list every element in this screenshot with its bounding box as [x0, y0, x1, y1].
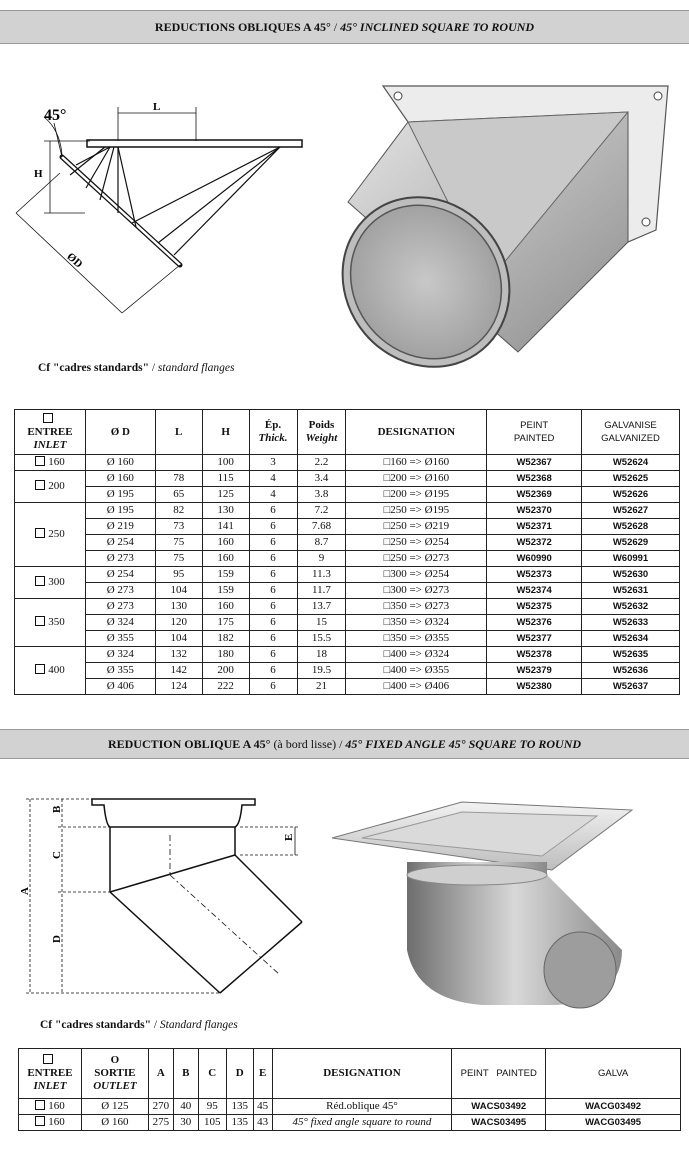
col-l-header: L [155, 410, 202, 455]
inlet-cell [19, 1115, 82, 1131]
col-painted-header: PEINT PAINTED [487, 410, 582, 455]
designation-cell: □300 => Ø273 [346, 583, 487, 599]
weight-cell: 13.7 [297, 599, 346, 615]
l-cell: 78 [155, 471, 202, 487]
painted-code-cell: W52369 [487, 487, 582, 503]
painted-code-cell: W52380 [487, 679, 582, 695]
h-cell: 100 [202, 455, 249, 471]
inlet-value: 200 [48, 480, 65, 492]
galvanized-code-cell: W52628 [582, 519, 680, 535]
table-row [15, 615, 680, 631]
designation-cell: □250 => Ø195 [346, 503, 487, 519]
diagram1-angle-label: 45° [44, 107, 67, 124]
thickness-cell: 6 [249, 535, 297, 551]
table-row [15, 487, 680, 503]
l-cell: 142 [155, 663, 202, 679]
col2-d-header: D [226, 1049, 253, 1099]
weight-cell: 2.2 [297, 455, 346, 471]
h-cell: 180 [202, 647, 249, 663]
diagram2-c-label: C [51, 851, 63, 859]
diagram1-od-label: ØD [64, 250, 85, 271]
inlet-value: 160 [48, 1116, 65, 1128]
table-row [15, 663, 680, 679]
painted-code-cell: W52368 [487, 471, 582, 487]
od-cell: Ø 324 [85, 615, 155, 631]
table-row [15, 583, 680, 599]
section1-title-sep: / [330, 20, 341, 34]
inlet-cell [15, 567, 86, 599]
h-cell: 115 [202, 471, 249, 487]
col-thickness-header: Ép. Thick. [249, 410, 297, 455]
galva-code-cell: WACG03495 [546, 1115, 681, 1131]
od-cell: Ø 355 [85, 631, 155, 647]
inlet-value: 350 [48, 616, 65, 628]
l-cell: 132 [155, 647, 202, 663]
galvanized-code-cell: W52636 [582, 663, 680, 679]
designation-cell: □200 => Ø160 [346, 471, 487, 487]
d-cell: 135 [226, 1115, 253, 1131]
designation-cell: □200 => Ø195 [346, 487, 487, 503]
col-weight-header: Poids Weight [297, 410, 346, 455]
table-row [15, 535, 680, 551]
designation-cell: □400 => Ø324 [346, 647, 487, 663]
galvanized-code-cell: W52624 [582, 455, 680, 471]
col2-e-header: E [253, 1049, 272, 1099]
table-row [15, 455, 680, 471]
painted-code-cell: W52375 [487, 599, 582, 615]
table-row [15, 519, 680, 535]
inlet-cell [19, 1099, 82, 1115]
square-icon [43, 1054, 53, 1064]
diagram2-d-label: D [51, 935, 63, 943]
weight-cell: 18 [297, 647, 346, 663]
weight-cell: 8.7 [297, 535, 346, 551]
section1-title-band [0, 10, 689, 44]
inclined-reduction-diagram [10, 95, 310, 320]
od-cell: Ø 219 [85, 519, 155, 535]
painted-code-cell: W60990 [487, 551, 582, 567]
weight-cell: 15 [297, 615, 346, 631]
designation-cell: □350 => Ø273 [346, 599, 487, 615]
col-galvanized-header: GALVANISE GALVANIZED [582, 410, 680, 455]
thickness-cell: 3 [249, 455, 297, 471]
od-cell: Ø 273 [85, 599, 155, 615]
galvanized-code-cell: W52635 [582, 647, 680, 663]
galvanized-code-cell: W60991 [582, 551, 680, 567]
l-cell: 82 [155, 503, 202, 519]
l-cell [155, 455, 202, 471]
thickness-cell: 6 [249, 663, 297, 679]
painted-code-cell: W52379 [487, 663, 582, 679]
col2-designation-header: DESIGNATION [272, 1049, 452, 1099]
designation-cell: □350 => Ø355 [346, 631, 487, 647]
h-cell: 222 [202, 679, 249, 695]
col-h-header: H [202, 410, 249, 455]
col2-inlet-header: ENTREE INLET [19, 1049, 82, 1099]
inlet-cell [15, 599, 86, 647]
l-cell: 120 [155, 615, 202, 631]
inlet-cell [15, 647, 86, 695]
thickness-cell: 6 [249, 583, 297, 599]
section1-flanges-note [38, 362, 234, 374]
c-cell: 105 [198, 1115, 226, 1131]
designation-cell: 45° fixed angle square to round [272, 1115, 452, 1131]
h-cell: 200 [202, 663, 249, 679]
galvanized-code-cell: W52634 [582, 631, 680, 647]
designation-cell: □250 => Ø273 [346, 551, 487, 567]
weight-cell: 3.4 [297, 471, 346, 487]
painted-code-cell: W52371 [487, 519, 582, 535]
col2-outlet-header: O SORTIE OUTLET [81, 1049, 148, 1099]
section1-cf-sep: / [148, 362, 158, 374]
galvanized-code-cell: W52630 [582, 567, 680, 583]
thickness-cell: 6 [249, 647, 297, 663]
od-cell: Ø 355 [85, 663, 155, 679]
painted-code-cell: W52372 [487, 535, 582, 551]
l-cell: 104 [155, 631, 202, 647]
od-cell: Ø 406 [85, 679, 155, 695]
weight-cell: 7.2 [297, 503, 346, 519]
od-cell: Ø 160 [85, 471, 155, 487]
fixed-angle-reduction-table [18, 1048, 681, 1131]
weight-cell: 11.3 [297, 567, 346, 583]
d-cell: 135 [226, 1099, 253, 1115]
table-row [15, 599, 680, 615]
inlet-cell [15, 455, 86, 471]
section1-title-en: 45° INCLINED SQUARE TO ROUND [340, 20, 535, 34]
section2-title-band [0, 729, 689, 759]
painted-code-cell: WACS03492 [452, 1099, 546, 1115]
galvanized-code-cell: W52625 [582, 471, 680, 487]
table-row [15, 567, 680, 583]
h-cell: 141 [202, 519, 249, 535]
fixed-angle-reduction-photo [322, 800, 642, 1010]
square-icon [35, 576, 45, 586]
thickness-cell: 6 [249, 615, 297, 631]
thickness-cell: 6 [249, 567, 297, 583]
col2-painted-header: PEINT PAINTED [452, 1049, 546, 1099]
section2-cf-en: Standard flanges [159, 1019, 238, 1031]
painted-code-cell: W52367 [487, 455, 582, 471]
section2-flanges-note [40, 1019, 238, 1031]
l-cell: 130 [155, 599, 202, 615]
designation-cell: □250 => Ø219 [346, 519, 487, 535]
section1-cf-en: standard flanges [157, 362, 235, 374]
diagram1-h-label: H [34, 168, 43, 180]
fixed-angle-reduction-diagram [10, 775, 310, 1005]
thickness-cell: 6 [249, 631, 297, 647]
weight-cell: 15.5 [297, 631, 346, 647]
section2-title-fr: REDUCTION OBLIQUE A 45° [107, 737, 271, 751]
od-cell: Ø 195 [85, 503, 155, 519]
galvanized-code-cell: W52627 [582, 503, 680, 519]
inlet-value: 300 [48, 576, 65, 588]
painted-code-cell: W52370 [487, 503, 582, 519]
square-icon [35, 616, 45, 626]
diagram2-e-label: E [283, 833, 295, 841]
weight-cell: 21 [297, 679, 346, 695]
od-cell: Ø 324 [85, 647, 155, 663]
l-cell: 95 [155, 567, 202, 583]
col2-a-header: A [148, 1049, 173, 1099]
a-cell: 270 [148, 1099, 173, 1115]
designation-cell: □400 => Ø355 [346, 663, 487, 679]
l-cell: 65 [155, 487, 202, 503]
square-icon [35, 456, 45, 466]
col-od-header: Ø D [85, 410, 155, 455]
l-cell: 104 [155, 583, 202, 599]
h-cell: 160 [202, 551, 249, 567]
h-cell: 159 [202, 583, 249, 599]
col2-b-header: B [173, 1049, 198, 1099]
galvanized-code-cell: W52626 [582, 487, 680, 503]
thickness-cell: 6 [249, 599, 297, 615]
weight-cell: 11.7 [297, 583, 346, 599]
table-row [15, 471, 680, 487]
designation-cell: □250 => Ø254 [346, 535, 487, 551]
designation-cell: □350 => Ø324 [346, 615, 487, 631]
h-cell: 125 [202, 487, 249, 503]
square-icon [35, 664, 45, 674]
b-cell: 40 [173, 1099, 198, 1115]
galvanized-code-cell: W52629 [582, 535, 680, 551]
od-cell: Ø 160 [85, 455, 155, 471]
l-cell: 75 [155, 535, 202, 551]
inlet-value: 160 [48, 456, 65, 468]
e-cell: 43 [253, 1115, 272, 1131]
galvanized-code-cell: W52632 [582, 599, 680, 615]
table-row [15, 551, 680, 567]
h-cell: 160 [202, 599, 249, 615]
galva-code-cell: WACG03492 [546, 1099, 681, 1115]
table-row [15, 679, 680, 695]
a-cell: 275 [148, 1115, 173, 1131]
square-icon [35, 1116, 45, 1126]
designation-cell: Réd.oblique 45° [272, 1099, 452, 1115]
col-inlet-header: ENTREE INLET [15, 410, 86, 455]
thickness-cell: 4 [249, 471, 297, 487]
galvanized-code-cell: W52633 [582, 615, 680, 631]
painted-code-cell: W52377 [487, 631, 582, 647]
diagram1-l-label: L [153, 101, 161, 113]
h-cell: 160 [202, 535, 249, 551]
weight-cell: 19.5 [297, 663, 346, 679]
inlet-cell [15, 471, 86, 503]
thickness-cell: 4 [249, 487, 297, 503]
table-row [15, 631, 680, 647]
diagram2-b-label: B [51, 805, 63, 813]
col2-c-header: C [198, 1049, 226, 1099]
inclined-reduction-table [14, 409, 680, 695]
outlet-cell: Ø 125 [81, 1099, 148, 1115]
designation-cell: □400 => Ø406 [346, 679, 487, 695]
inlet-cell [15, 503, 86, 567]
square-icon [35, 1100, 45, 1110]
painted-code-cell: W52373 [487, 567, 582, 583]
painted-code-cell: WACS03495 [452, 1115, 546, 1131]
thickness-cell: 6 [249, 679, 297, 695]
galvanized-code-cell: W52631 [582, 583, 680, 599]
weight-cell: 7.68 [297, 519, 346, 535]
table-row [15, 647, 680, 663]
section2-title-mid: (à bord lisse) / [270, 737, 346, 751]
thickness-cell: 6 [249, 551, 297, 567]
inlet-value: 160 [48, 1100, 65, 1112]
inclined-reduction-photo [328, 82, 673, 372]
square-icon [35, 480, 45, 490]
galvanized-code-cell: W52637 [582, 679, 680, 695]
weight-cell: 3.8 [297, 487, 346, 503]
l-cell: 75 [155, 551, 202, 567]
c-cell: 95 [198, 1099, 226, 1115]
square-icon [35, 528, 45, 538]
table-row [15, 503, 680, 519]
painted-code-cell: W52376 [487, 615, 582, 631]
h-cell: 159 [202, 567, 249, 583]
section2-cf-sep: / [150, 1019, 160, 1031]
h-cell: 182 [202, 631, 249, 647]
inlet-value: 400 [48, 664, 65, 676]
section1-title-fr: REDUCTIONS OBLIQUES A 45° [154, 20, 331, 34]
thickness-cell: 6 [249, 503, 297, 519]
col2-galva-header: GALVA [546, 1049, 681, 1099]
h-cell: 175 [202, 615, 249, 631]
b-cell: 30 [173, 1115, 198, 1131]
section2-cf-fr: Cf "cadres standards" [40, 1019, 151, 1031]
section2-title-en: 45° FIXED ANGLE 45° SQUARE TO ROUND [345, 737, 582, 751]
e-cell: 45 [253, 1099, 272, 1115]
table-row [19, 1099, 681, 1115]
diagram2-a-label: A [19, 887, 31, 895]
designation-cell: □300 => Ø254 [346, 567, 487, 583]
thickness-cell: 6 [249, 519, 297, 535]
square-icon [43, 413, 53, 423]
painted-code-cell: W52374 [487, 583, 582, 599]
od-cell: Ø 195 [85, 487, 155, 503]
col-designation-header: DESIGNATION [346, 410, 487, 455]
l-cell: 73 [155, 519, 202, 535]
table-row [19, 1115, 681, 1131]
od-cell: Ø 273 [85, 583, 155, 599]
circle-icon: O [110, 1054, 120, 1066]
l-cell: 124 [155, 679, 202, 695]
weight-cell: 9 [297, 551, 346, 567]
outlet-cell: Ø 160 [81, 1115, 148, 1131]
designation-cell: □160 => Ø160 [346, 455, 487, 471]
inlet-value: 250 [48, 528, 65, 540]
od-cell: Ø 254 [85, 535, 155, 551]
od-cell: Ø 273 [85, 551, 155, 567]
painted-code-cell: W52378 [487, 647, 582, 663]
section1-cf-fr: Cf "cadres standards" [38, 362, 149, 374]
od-cell: Ø 254 [85, 567, 155, 583]
h-cell: 130 [202, 503, 249, 519]
